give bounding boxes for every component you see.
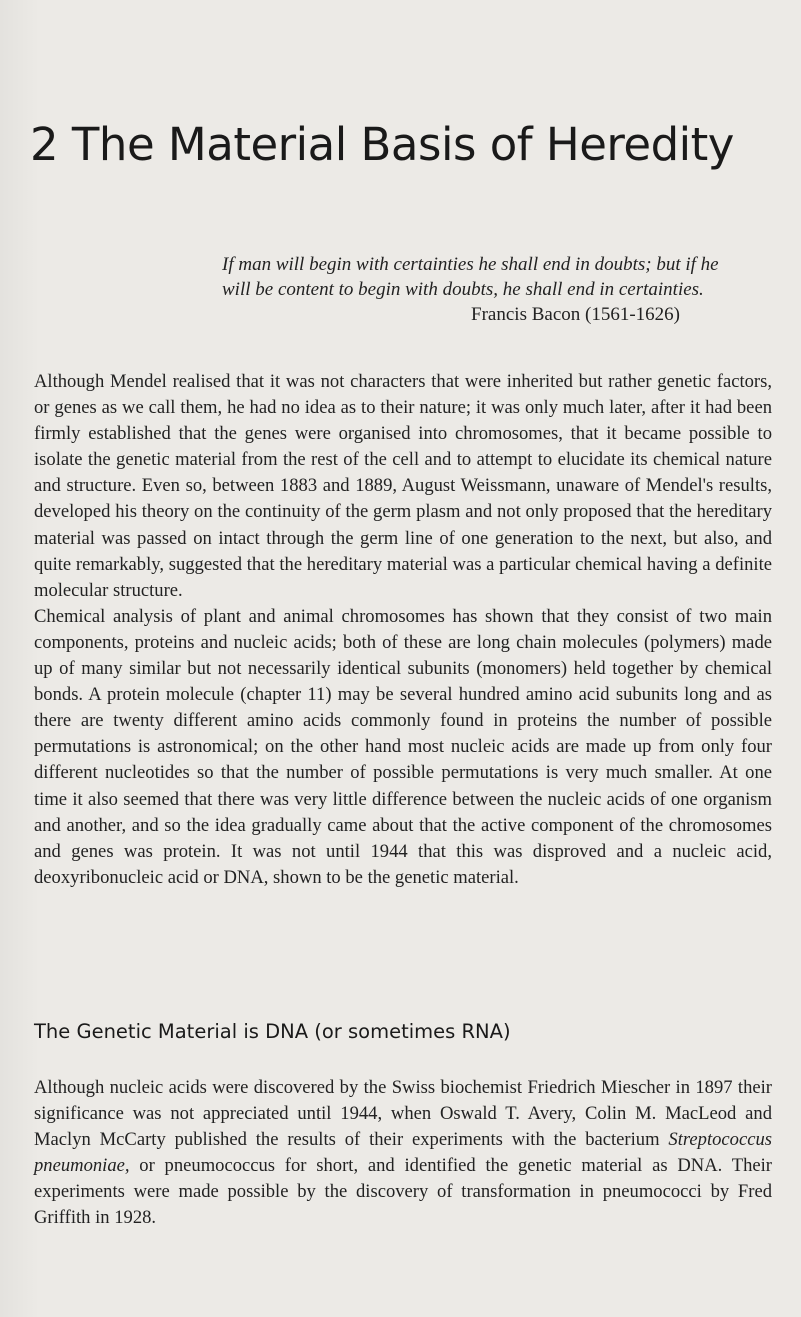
epigraph-line-1: If man will begin with certainties he shall end in doubts; but if he (222, 254, 719, 275)
paragraph-2: Chemical analysis of plant and animal chromosomes has shown that they consist of two main components, proteins and nucleic acids; both of these are long chain molecules (polymers) made up of many similar but not necessarily identical subunits (monomers) held together by chemical bonds. A protein molecule (chapter 11) may be several hundred amino acid subunits long and as there are twenty different amino acids commonly found in proteins the number of possible permutations is astronomical; on the other hand most nucleic acids are made up from only four different nucleotides so that the number of possible permutations is very much smaller. At one time it also seemed that there was very little difference between the nucleic acids of one organism and another, and so the idea gradually came about that the active component of the chromosomes and genes was protein. It was not until 1944 that this was disproved and a nucleic acid, deoxyribonucleic acid or DNA, shown to be the genetic material. (34, 605, 772, 888)
section-text (34, 1075, 772, 1232)
section-paragraph (34, 1075, 772, 1232)
section-text-part-1: Although nucleic acids were discovered by the Swiss biochemist Friedrich Miescher in 1897 their significance was not appreciated until 1944, when Oswald T. Avery, Colin M. MacLeod and Maclyn McCarty published the results of their experiments with the bacterium (34, 1077, 772, 1151)
paragraph-1: Although Mendel realised that it was not characters that were inherited but rather genetic factors, or genes as we call them, he had no idea as to their nature; it was only much later, after it had been firmly established that the genes were organised into chromosomes, that it became possible to isolate the genetic material from the rest of the cell and to attempt to elucidate its chemical nature and structure. Even so, between 1883 and 1889, August Weissmann, unaware of Mendel's results, developed his theory on the continuity of the germ plasm and not only proposed that the hereditary material was passed on intact through the germ line of one generation to the next, but also, and quite remarkably, suggested that the hereditary material was a particular chemical having a definite molecular structure. (34, 371, 772, 601)
section-heading: The Genetic Material is DNA (or sometimes RNA) (34, 1020, 511, 1043)
epigraph (222, 252, 742, 327)
chapter-title: 2 The Material Basis of Heredity (30, 118, 734, 171)
epigraph-attribution: Francis Bacon (1561-1626) (471, 304, 680, 325)
species-name: Streptococcus pneumoniae, (34, 1129, 772, 1177)
section-text-part-2: or pneumococcus for short, and identified the genetic material as DNA. Their experiments were made possible by the discovery of transformation in pneumococci by Fred Griffith in 1928. (34, 1155, 772, 1229)
epigraph-line-2: will be content to begin with doubts, he shall end in certainties. (222, 279, 704, 300)
body-text (34, 369, 772, 891)
